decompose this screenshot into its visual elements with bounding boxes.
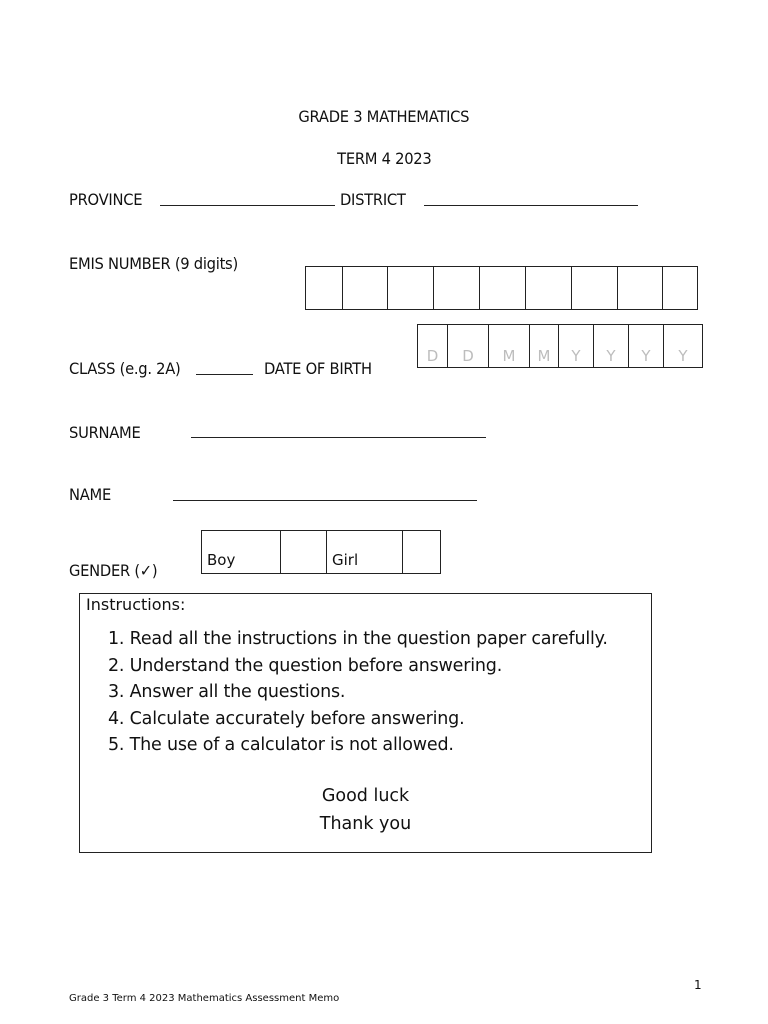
dob-box[interactable]: D (418, 325, 448, 367)
page-number: 1 (694, 978, 702, 992)
instructions-title: Instructions: (86, 595, 186, 614)
dob-box[interactable]: Y (678, 347, 688, 365)
dob-box[interactable]: M (489, 325, 530, 367)
district-label: DISTRICT (340, 190, 406, 209)
name-line[interactable] (173, 500, 477, 501)
thank-you-text: Thank you (319, 814, 412, 834)
dob-box[interactable]: Y (594, 325, 629, 367)
term-heading: TERM 4 2023 (336, 149, 432, 168)
province-label: PROVINCE (69, 190, 143, 209)
emis-digit-box[interactable] (480, 267, 526, 309)
surname-label: SURNAME (69, 423, 141, 442)
instruction-item: 3. Answer all the questions. (108, 682, 346, 702)
gender-label: GENDER (✓) (69, 561, 158, 580)
dob-box[interactable]: Y (559, 325, 594, 367)
emis-digit-box[interactable] (663, 267, 697, 309)
emis-digit-box[interactable] (526, 267, 572, 309)
province-line[interactable] (160, 205, 335, 206)
good-luck-text: Good luck (321, 786, 410, 806)
emis-digit-box[interactable] (572, 267, 618, 309)
instruction-item: 5. The use of a calculator is not allowed. (108, 735, 454, 755)
date-of-birth-label: DATE OF BIRTH (264, 359, 372, 378)
dob-box[interactable]: M (530, 325, 559, 367)
instruction-item: 1. Read all the instructions in the question paper carefully. (108, 629, 608, 649)
gender-checkbox-girl[interactable] (403, 531, 440, 573)
emis-digit-box[interactable] (343, 267, 388, 309)
emis-label: EMIS NUMBER (9 digits) (69, 254, 238, 273)
emis-digit-box[interactable] (434, 267, 480, 309)
emis-number-boxes (305, 266, 698, 310)
instruction-item: 4. Calculate accurately before answering. (108, 708, 465, 729)
emis-digit-box[interactable] (618, 267, 663, 309)
instructions-list (108, 626, 608, 759)
surname-line[interactable] (191, 437, 486, 438)
date-of-birth-boxes (417, 324, 703, 368)
emis-digit-box[interactable] (388, 267, 434, 309)
gender-option-boy: Boy (202, 531, 281, 573)
class-label: CLASS (e.g. 2A) (69, 359, 181, 378)
instruction-item: 2. Understand the question before answering. (108, 655, 503, 676)
dob-box[interactable]: Y (629, 325, 664, 367)
dob-box[interactable]: D (448, 325, 489, 367)
gender-boxes (201, 530, 441, 574)
footer-caption: Grade 3 Term 4 2023 Mathematics Assessment Memo (69, 993, 340, 1004)
instructions-box (79, 593, 652, 853)
gender-option-girl: Girl (327, 531, 403, 573)
district-line[interactable] (424, 205, 638, 206)
class-line[interactable] (196, 374, 253, 375)
name-label: NAME (69, 485, 111, 504)
page-title: GRADE 3 MATHEMATICS (298, 107, 470, 126)
gender-checkbox-boy[interactable] (281, 531, 327, 573)
emis-digit-box[interactable] (306, 267, 343, 309)
